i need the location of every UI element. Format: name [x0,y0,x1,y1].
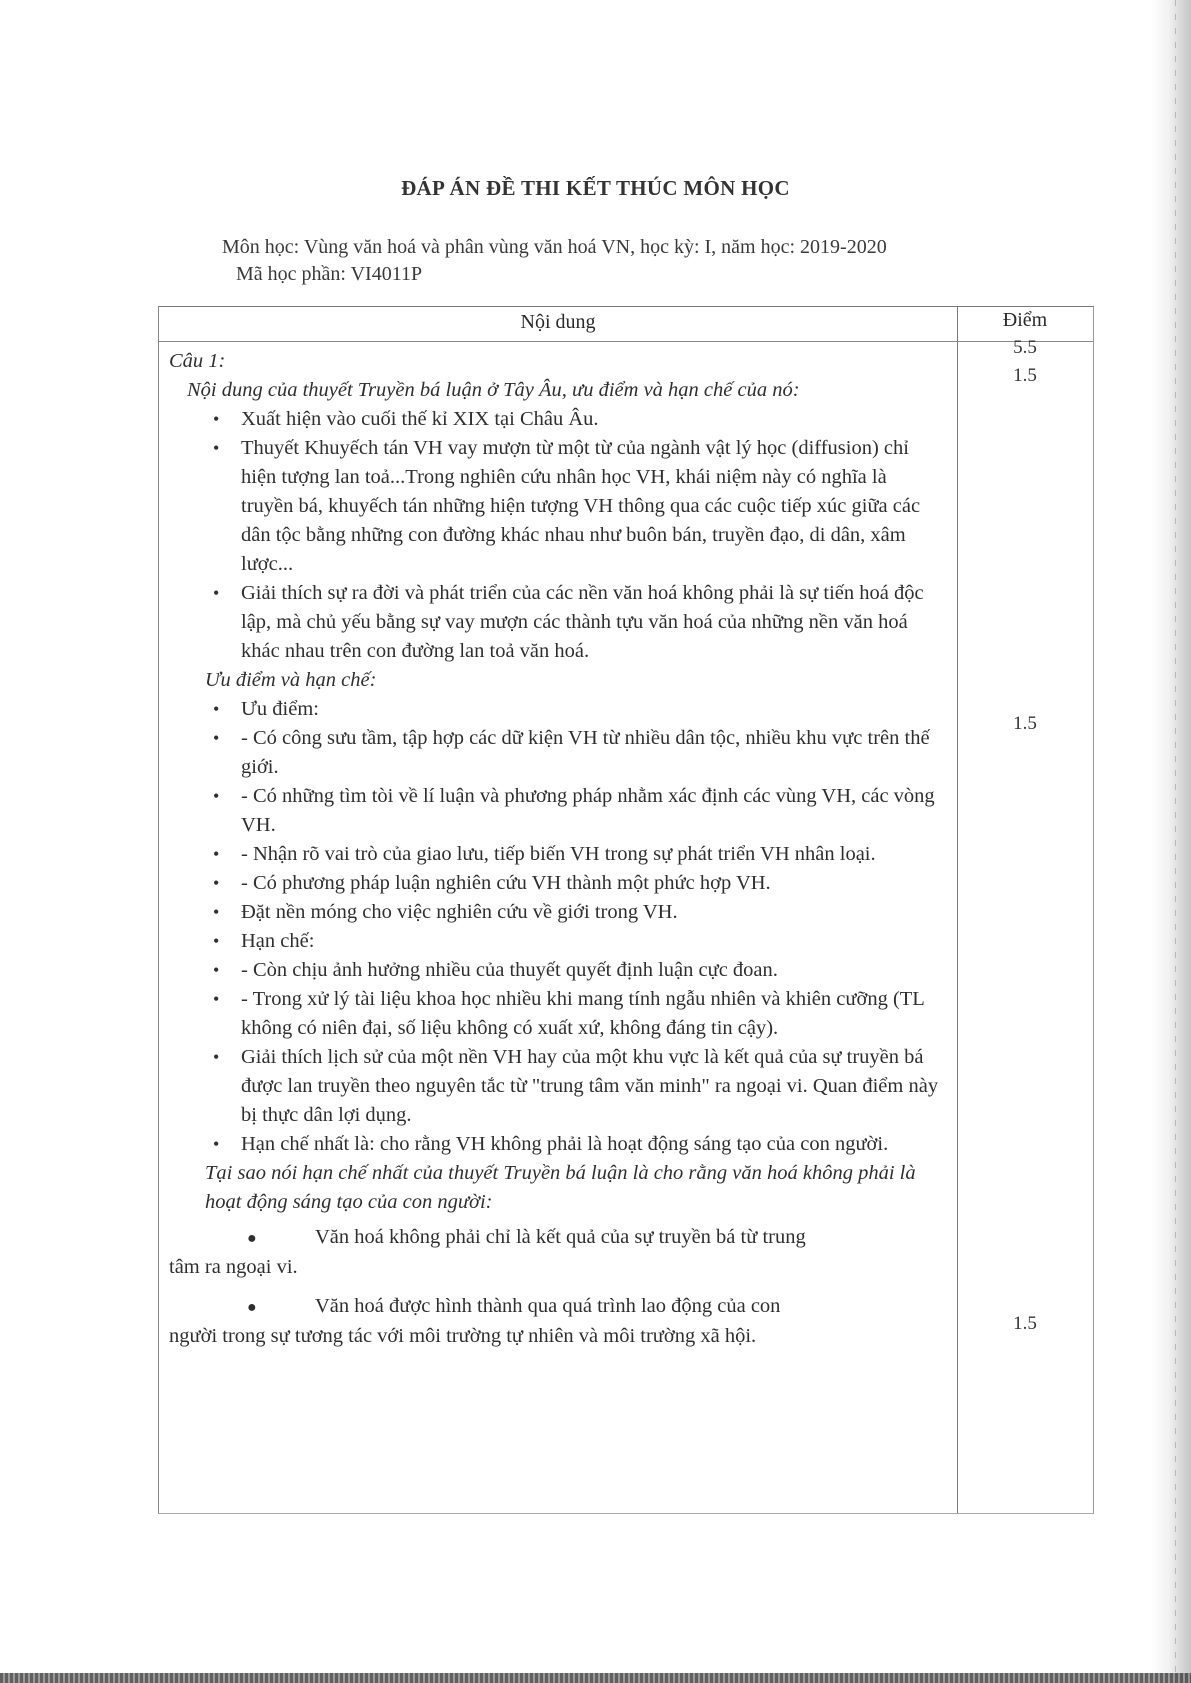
part3-item-rest: tâm ra ngoại vi. [169,1256,298,1278]
header-content: Nội dung [520,311,596,333]
answer-table [158,306,1094,1514]
answer-content [169,347,944,1361]
part1-list [169,405,944,666]
list-item: • - Có phương pháp luận nghiên cứu VH thành một phức hợp VH. [169,869,944,898]
part2-list [169,695,944,1159]
part3-item-first: Văn hoá không phải chỉ là kết quả của sự truyền bá từ trung [315,1226,806,1248]
part2-heading: Ưu điểm và hạn chế: [205,669,377,691]
list-item [169,1223,944,1282]
list-item: • - Có những tìm tòi về lí luận và phương pháp nhằm xác định các vùng VH, các vòng VH. [169,782,944,840]
part1-heading: Nội dung của thuyết Truyền bá luận ở Tây Âu, ưu điểm và hạn chế của nó: [187,379,800,401]
list-item: • - Trong xử lý tài liệu khoa học nhiều khi mang tính ngẫu nhiên và khiên cưỡng (TL không có niên đại, số liệu không có xuất xứ, không đáng tin cậy). [169,985,944,1043]
list-item: • Đặt nền móng cho việc nghiên cứu về giới trong VH. [169,898,944,927]
part3-item-first: Văn hoá được hình thành qua quá trình lao động của con [315,1295,781,1317]
list-item: • - Nhận rõ vai trò của giao lưu, tiếp biến VH trong sự phát triển VH nhân loại. [169,840,944,869]
part3-heading: Tại sao nói hạn chế nhất của thuyết Truyền bá luận là cho rằng văn hoá không phải là hoạt động sáng tạo của con người: [205,1162,916,1213]
score-part1: 1.5 [1013,365,1037,386]
score-q1-total: 5.5 [1013,337,1037,358]
list-item: • - Còn chịu ảnh hưởng nhiều của thuyết quyết định luận cực đoan. [169,956,944,985]
list-item: • Giải thích sự ra đời và phát triển của các nền văn hoá không phải là sự tiến hoá độc lập, mà chủ yếu bằng sự vay mượn các thành tựu văn hoá của những nền văn hoá khác nhau trên con đường lan toả văn hoá. [169,579,944,666]
bullet-dot-icon: ● [247,1230,257,1247]
document-title: ĐÁP ÁN ĐỀ THI KẾT THÚC MÔN HỌC [401,176,790,200]
header-divider [159,341,1093,342]
course-info: Môn học: Vùng văn hoá và phân vùng văn hoá VN, học kỳ: I, năm học: 2019-2020 [222,236,887,258]
scan-right-edge [1151,0,1191,1683]
list-item: • Ưu điểm: [169,695,944,724]
header-score: Điểm [1002,309,1048,331]
list-item [169,1292,944,1351]
question-title: Câu 1: [169,350,226,372]
score-part2: 1.5 [1013,713,1037,734]
part3-list [169,1223,944,1351]
bullet-dot-icon: ● [247,1299,257,1316]
scan-bottom-edge [0,1673,1191,1683]
list-item: • Giải thích lịch sử của một nền VH hay của một khu vực là kết quả của sự truyền bá được lan truyền theo nguyên tắc từ "trung tâm văn minh" ra ngoại vi. Quan điểm này bị thực dân lợi dụng. [169,1043,944,1130]
list-item: • Hạn chế: [169,927,944,956]
part3-item-rest: người trong sự tương tác với môi trường tự nhiên và môi trường xã hội. [169,1325,757,1347]
list-item: • Thuyết Khuyếch tán VH vay mượn từ một từ của ngành vật lý học (diffusion) chỉ hiện tượng lan toả...Trong nghiên cứu nhân học VH, khái niệm này có nghĩa là truyền bá, khuyếch tán những hiện tượng VH thông qua các cuộc tiếp xúc giữa các dân tộc bằng những con đường khác nhau như buôn bán, truyền đạo, di dân, xâm lược... [169,434,944,579]
course-code: Mã học phần: VI4011P [236,263,423,285]
list-item: • - Có công sưu tầm, tập hợp các dữ kiện VH từ nhiều dân tộc, nhiều khu vực trên thế giới. [169,724,944,782]
list-item: • Xuất hiện vào cuối thế kỉ XIX tại Châu Âu. [169,405,944,434]
score-part3: 1.5 [1013,1313,1037,1334]
list-item: • Hạn chế nhất là: cho rằng VH không phải là hoạt động sáng tạo của con người. [169,1130,944,1159]
